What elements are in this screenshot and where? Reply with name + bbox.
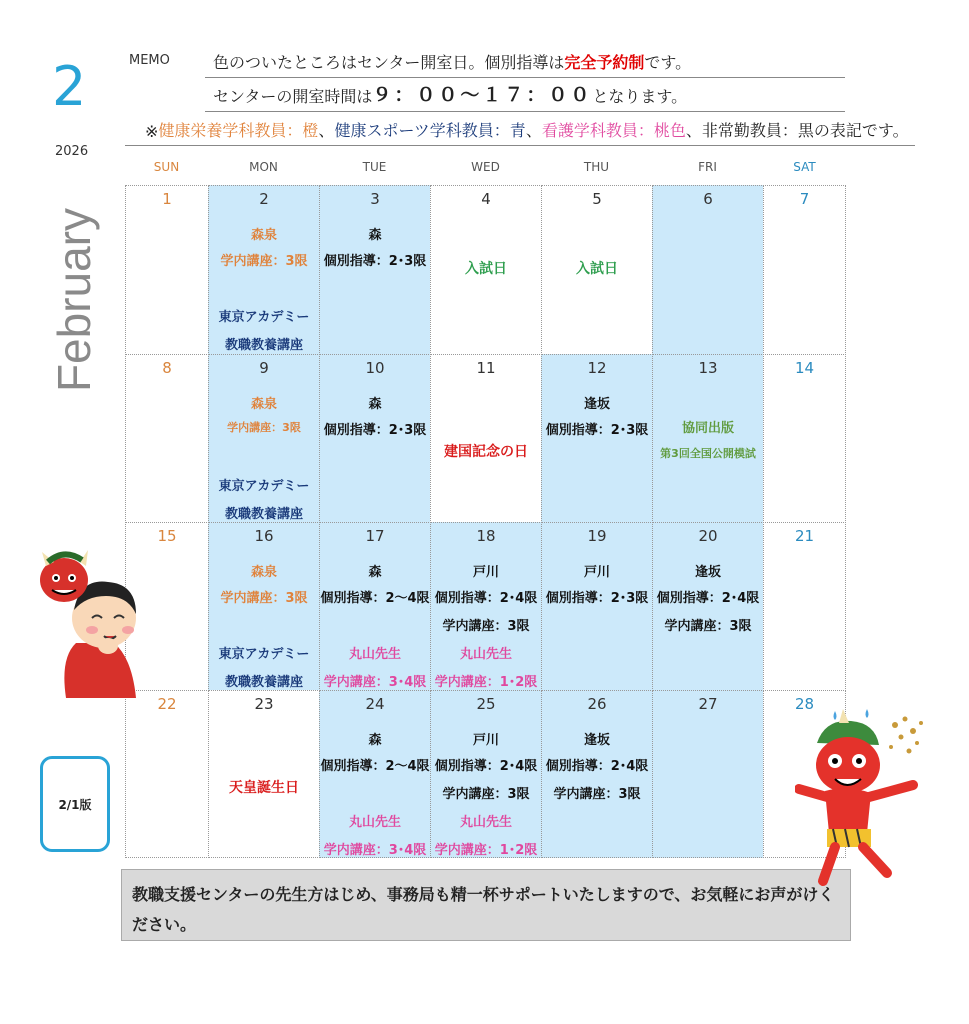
calendar-day-cell — [541, 185, 653, 355]
calendar-day-cell — [541, 690, 653, 858]
calendar-day-cell — [319, 690, 431, 858]
calendar-day-cell — [763, 185, 846, 355]
day-number: 16 — [254, 527, 274, 545]
day-number: 28 — [794, 695, 815, 713]
calendar-event-text: 教職教養講座 — [224, 675, 303, 690]
day-number: 26 — [587, 695, 607, 713]
calendar-day-cell — [125, 354, 209, 523]
calendar-event-text: 学内講座：3限 — [442, 787, 530, 802]
calendar-event-text: 逢坂 — [694, 565, 721, 580]
calendar-day-cell — [652, 185, 764, 355]
calendar-day-cell — [430, 522, 542, 691]
calendar-day-cell — [125, 185, 209, 355]
month-name-text: February — [48, 207, 100, 393]
memo1-text-c: です。 — [644, 53, 692, 72]
day-number: 19 — [587, 527, 607, 545]
calendar-event-text: 学内講座：3･4限 — [323, 675, 427, 690]
calendar-event-text: 東京アカデミー — [218, 310, 310, 325]
red-oni-running-illustration — [795, 705, 930, 890]
calendar-event-text: 学内講座：3限 — [220, 591, 308, 606]
day-number: 10 — [365, 359, 385, 377]
calendar-event-text: 学内講座：3限 — [442, 619, 530, 634]
calendar-event-text: 個別指導：2･3限 — [323, 423, 427, 438]
calendar-event-text: 個別指導：2･3限 — [545, 591, 649, 606]
memo3-text-c: 、 — [318, 121, 335, 140]
calendar-event-text: 学内講座：3限 — [227, 421, 301, 434]
calendar-event-text: 学内講座：3限 — [220, 254, 308, 269]
calendar-event-text: 森 — [368, 565, 382, 580]
calendar-event-text: 東京アカデミー — [218, 479, 310, 494]
memo3-text-g: 、非常勤教員：黒の表記です。 — [685, 121, 909, 140]
calendar-event-text: 丸山先生 — [459, 647, 512, 662]
memo3-text-a: ※ — [145, 122, 159, 141]
weekday-label: SUN — [153, 160, 180, 174]
day-number: 3 — [370, 190, 380, 208]
calendar-event-text: 個別指導：2･3限 — [323, 254, 427, 269]
calendar-event-text: 教職教養講座 — [224, 507, 303, 522]
memo3-text-b: 健康栄養学科教員：橙 — [158, 121, 319, 140]
calendar-day-cell — [319, 185, 431, 355]
day-number: 1 — [162, 190, 172, 208]
calendar-event-text: 入試日 — [576, 261, 618, 277]
weekday-label: TUE — [362, 160, 387, 174]
memo-label: MEMO — [129, 53, 170, 68]
calendar-day-cell — [208, 690, 320, 858]
calendar-event-text: 個別指導：2〜4限 — [320, 759, 430, 774]
calendar-day-cell — [208, 185, 320, 355]
day-number: 25 — [476, 695, 496, 713]
day-number: 7 — [799, 190, 810, 208]
day-number: 4 — [481, 190, 491, 208]
calendar-day-cell — [541, 522, 653, 691]
calendar-event-text: 建国記念の日 — [444, 444, 528, 460]
memo1-text-b: 完全予約制 — [564, 53, 645, 72]
calendar-event-text: 協同出版 — [681, 421, 734, 436]
calendar-day-cell — [430, 354, 542, 523]
calendar-event-text: 戸川 — [583, 565, 610, 580]
day-number: 18 — [476, 527, 496, 545]
calendar-event-text: 森泉 — [250, 397, 277, 412]
day-number: 27 — [698, 695, 718, 713]
day-number: 21 — [794, 527, 815, 545]
calendar-event-text: 学内講座：3限 — [553, 787, 641, 802]
calendar-event-text: 天皇誕生日 — [229, 780, 299, 796]
calendar-day-cell — [652, 354, 764, 523]
calendar-event-text: 学内講座：3限 — [664, 619, 752, 634]
calendar-event-text: 森泉 — [250, 565, 277, 580]
calendar-event-text: 逢坂 — [583, 733, 610, 748]
calendar-day-cell — [541, 354, 653, 523]
day-number: 13 — [698, 359, 718, 377]
footer-message: 教職支援センターの先生方はじめ、事務局も精一杯サポートいたしますので、お気軽にお声がけください。 — [121, 869, 851, 941]
calendar-event-text: 森 — [368, 228, 382, 243]
day-number: 23 — [254, 695, 274, 713]
calendar-event-text: 森 — [368, 733, 382, 748]
day-number: 8 — [162, 359, 172, 377]
memo1-text-a: 色のついたところはセンター開室日。個別指導は — [213, 53, 565, 72]
memo-line-3 — [125, 114, 915, 146]
day-number: 11 — [476, 359, 496, 377]
day-number: 5 — [592, 190, 602, 208]
calendar-day-cell — [652, 522, 764, 691]
weekday-label: THU — [583, 160, 610, 174]
day-number: 2 — [259, 190, 269, 208]
day-number: 9 — [259, 359, 269, 377]
calendar-event-text: 東京アカデミー — [218, 647, 310, 662]
calendar-event-text: 学内講座：3･4限 — [323, 843, 427, 858]
calendar-event-text: 個別指導：2･4限 — [545, 759, 649, 774]
calendar-grid — [125, 185, 846, 858]
year-label: 2026 — [55, 144, 89, 159]
day-number: 22 — [157, 695, 177, 713]
calendar-event-text: 入試日 — [465, 261, 507, 277]
calendar-event-text: 丸山先生 — [348, 815, 401, 830]
calendar-event-text: 第3回全国公開模試 — [660, 447, 756, 460]
calendar-day-cell — [430, 185, 542, 355]
boy-with-oni-mask-illustration — [36, 548, 146, 700]
memo2-text-c: となります。 — [592, 87, 688, 106]
month-name-vertical — [24, 190, 124, 410]
day-number: 6 — [703, 190, 713, 208]
memo-line-2 — [205, 80, 845, 112]
edition-badge: 2/1版 — [40, 756, 110, 852]
calendar-event-text: 森泉 — [250, 228, 277, 243]
calendar-day-cell — [430, 690, 542, 858]
calendar-event-text: 学内講座：1･2限 — [434, 675, 538, 690]
calendar-event-text: 戸川 — [472, 733, 499, 748]
calendar-event-text: 個別指導：2･4限 — [434, 759, 538, 774]
calendar-event-text: 学内講座：1･2限 — [434, 843, 538, 858]
memo2-text-a: センターの開室時間は — [213, 87, 373, 106]
weekday-label: SAT — [793, 160, 816, 174]
calendar-event-text: 教職教養講座 — [224, 338, 303, 353]
weekday-label: FRI — [698, 160, 717, 174]
calendar-day-cell — [319, 354, 431, 523]
calendar-event-text: 個別指導：2･3限 — [545, 423, 649, 438]
day-number: 14 — [794, 359, 815, 377]
calendar-day-cell — [319, 522, 431, 691]
weekday-label: MON — [249, 160, 278, 174]
memo-line-1 — [205, 46, 845, 78]
memo3-text-f: 看護学科教員：桃色 — [541, 121, 686, 140]
day-number: 24 — [365, 695, 385, 713]
calendar-day-cell — [208, 354, 320, 523]
calendar-day-cell — [763, 522, 846, 691]
calendar-event-text: 丸山先生 — [459, 815, 512, 830]
calendar-event-text: 逢坂 — [583, 397, 610, 412]
calendar-event-text: 戸川 — [472, 565, 499, 580]
month-number: 2 — [52, 55, 87, 118]
calendar-event-text: 丸山先生 — [348, 647, 401, 662]
day-number: 20 — [698, 527, 718, 545]
day-number: 15 — [157, 527, 177, 545]
calendar-day-cell — [652, 690, 764, 858]
calendar-event-text: 個別指導：2･4限 — [656, 591, 760, 606]
memo3-text-e: 、 — [525, 121, 542, 140]
day-number: 12 — [587, 359, 607, 377]
calendar-event-text: 個別指導：2･4限 — [434, 591, 538, 606]
calendar-event-text: 森 — [368, 397, 382, 412]
calendar-event-text: 個別指導：2〜4限 — [320, 591, 430, 606]
calendar-day-cell — [208, 522, 320, 691]
calendar-day-cell — [763, 354, 846, 523]
calendar-day-cell — [125, 690, 209, 858]
memo3-text-d: 健康スポーツ学科教員：青 — [334, 121, 526, 140]
day-number: 17 — [365, 527, 385, 545]
memo2-text-b: ９：００〜１７：００ — [372, 84, 593, 106]
weekday-label: WED — [471, 160, 500, 174]
